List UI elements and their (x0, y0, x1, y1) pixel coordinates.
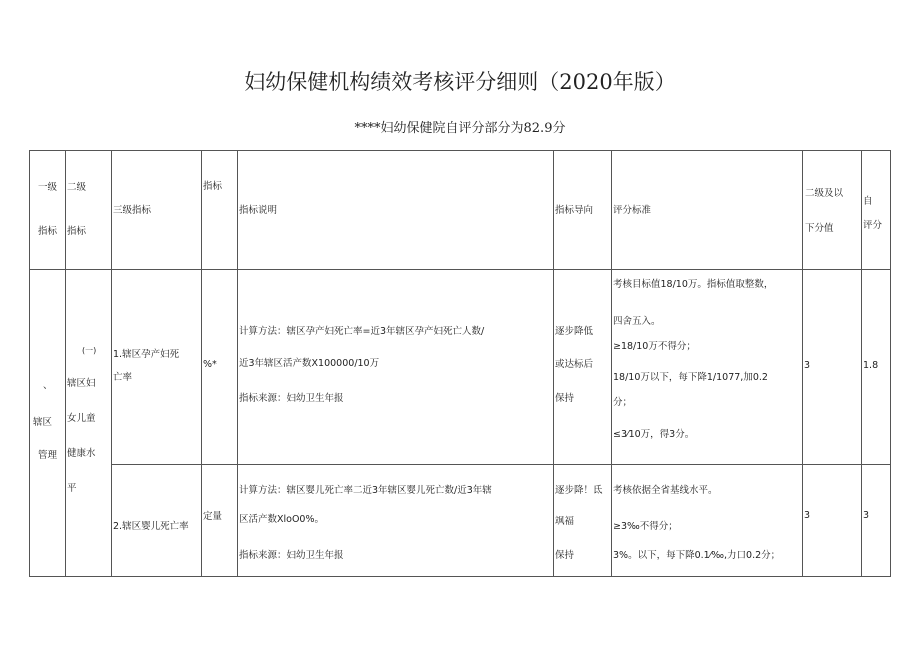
header-score: 二级及以 下分值 (803, 151, 862, 270)
level2-cell: (一) 辖区妇 女儿童 健康水 平 (66, 270, 112, 577)
header-self-score: 自 评分 (862, 151, 891, 270)
self-score-cell: 3 (862, 465, 891, 577)
indicator-type-cell: 定量 (202, 465, 238, 577)
document-title: 妇幼保健机构绩效考核评分细则（2020年版） (244, 70, 676, 94)
table-row (30, 465, 891, 577)
level1-cell: 、 辖区 管理 (30, 270, 66, 577)
header-level3: 三级指标 (112, 151, 202, 270)
scoring-table (29, 150, 891, 577)
score-cell: 3 (803, 465, 862, 577)
header-indicator-type: 指标 (202, 151, 238, 270)
table-row (30, 270, 891, 465)
description-cell: 计算方法：辖区婴儿死亡率二近3年辖区婴儿死亡数/近3年辖 区活产数XloO0%。 指标来源：妇幼卫生年报 (238, 465, 554, 577)
indicator-type-cell: %* (202, 270, 238, 465)
document-subtitle: ****妇幼保健院自评分部分为82.9分 (354, 121, 566, 136)
indicator-cell: 1.辖区孕产妇死 亡率 (112, 270, 202, 465)
score-cell: 3 (803, 270, 862, 465)
header-direction: 指标导向 (554, 151, 612, 270)
direction-cell: 逐步降低 或达标后 保持 (554, 270, 612, 465)
self-score-cell: 1.8 (862, 270, 891, 465)
header-description: 指标说明 (238, 151, 554, 270)
description-cell: 计算方法：辖区孕产妇死亡率=近3年辖区孕产妇死亡人数/ 近3年辖区活产数X100000/10万 指标来源：妇幼卫生年报 (238, 270, 554, 465)
header-criteria: 评分标准 (612, 151, 803, 270)
criteria-cell: 考核依据全省基线水平。 ≥3‰不得分； 3%。以下，每下降0.1⁄‰,力口0.2分； (612, 465, 803, 577)
header-level1: 一级 指标 (30, 151, 66, 270)
direction-cell: 逐步降！氐 飒福 保持 (554, 465, 612, 577)
indicator-cell: 2.辖区婴儿死亡率 (112, 465, 202, 577)
criteria-cell: 考核目标值18/10万。指标值取整数， 四舍五入。 ≥18/10万不得分； 18/10万以下，每下降1/1077,加0.2 分； ≤3⁄10万，得3分。 (612, 270, 803, 465)
header-row (30, 151, 891, 270)
header-level2: 二级 指标 (66, 151, 112, 270)
